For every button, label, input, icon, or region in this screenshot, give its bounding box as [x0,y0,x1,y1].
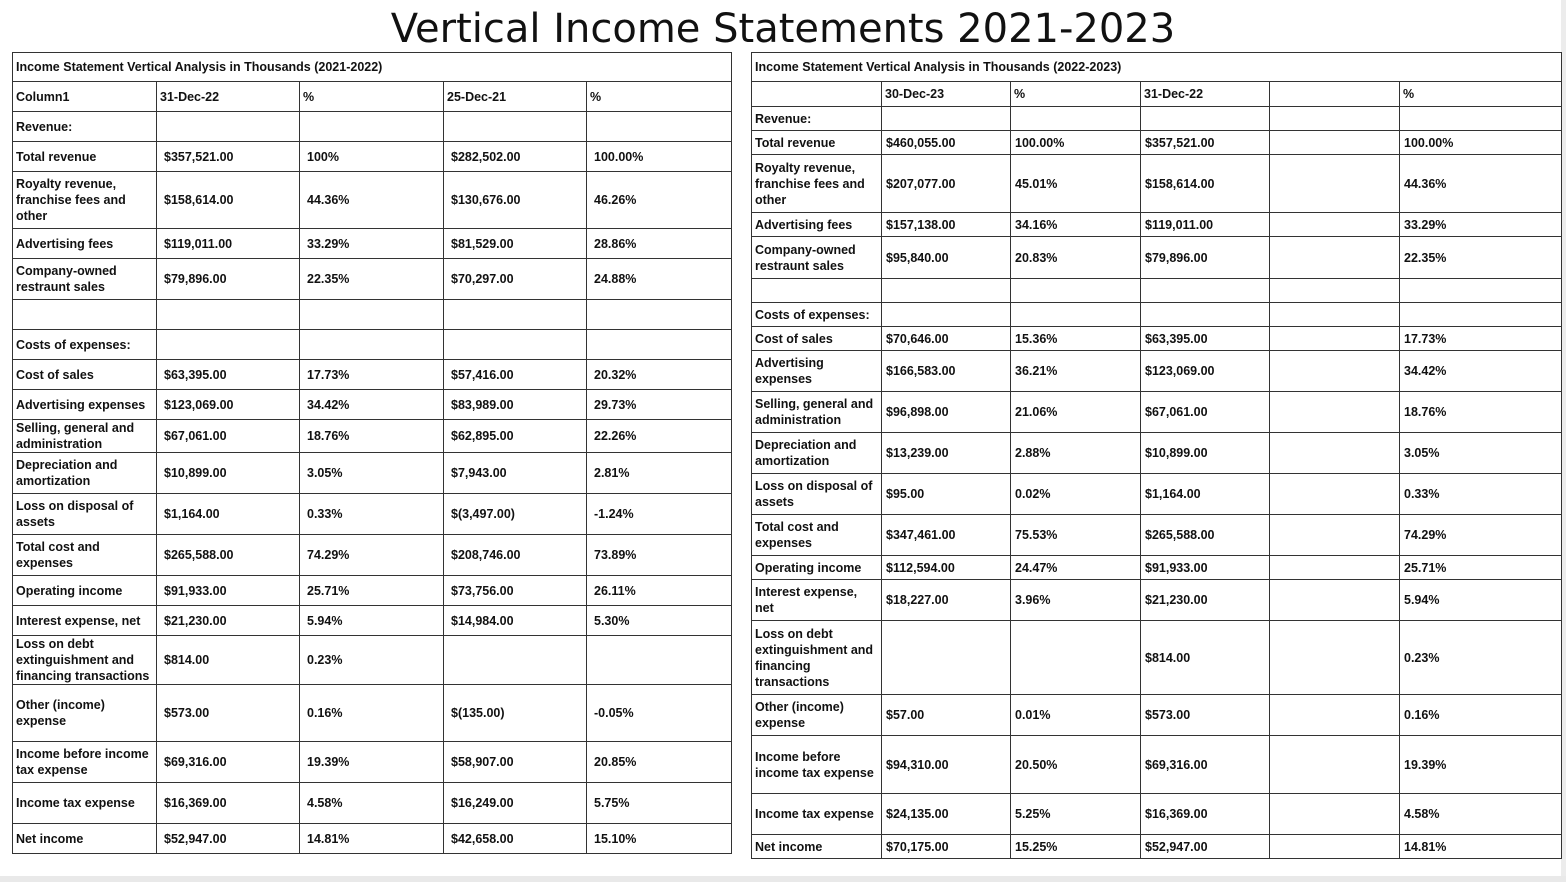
column-header [1270,82,1400,107]
dec-22-percent-cell: 5.94% [1400,580,1562,621]
line-item-cell: Advertising expenses [752,351,882,392]
dec-21-percent-cell: 28.86% [587,229,732,259]
dec-21-value-cell: $73,756.00 [444,576,587,606]
dec-23-percent-cell: 24.47% [1011,556,1141,580]
dec-22-percent-cell: 5.94% [300,606,444,636]
table-row [13,330,732,360]
dec-21-value-cell [444,112,587,142]
line-item-cell: Other (income) expense [752,695,882,736]
blank-cell [1270,695,1400,736]
dec-22-value-cell: $357,521.00 [157,142,300,172]
dec-23-value-cell [882,621,1011,695]
dec-21-percent-cell: 20.32% [587,360,732,390]
dec-22-value-cell: $1,164.00 [1141,474,1270,515]
dec-21-percent-cell [587,300,732,330]
dec-22-value-cell: $91,933.00 [157,576,300,606]
dec-23-value-cell: $96,898.00 [882,392,1011,433]
dec-22-value-cell: $158,614.00 [157,172,300,229]
blank-cell [1270,515,1400,556]
dec-23-percent-cell: 0.01% [1011,695,1141,736]
dec-21-value-cell: $57,416.00 [444,360,587,390]
dec-22-value-cell: $10,899.00 [157,453,300,494]
blank-cell [1270,213,1400,237]
header-row [752,82,1562,107]
blank-cell [1270,580,1400,621]
line-item-cell: Loss on debt extinguishment and financing transactions [13,636,157,685]
table-row [752,515,1562,556]
column-header: % [1400,82,1562,107]
dec-21-percent-cell: -0.05% [587,685,732,742]
dec-22-percent-cell: 14.81% [1400,835,1562,859]
blank-cell [1270,433,1400,474]
dec-21-value-cell: $(3,497.00) [444,494,587,535]
dec-22-value-cell: $357,521.00 [1141,131,1270,155]
dec-23-value-cell: $70,175.00 [882,835,1011,859]
dec-22-value-cell: $10,899.00 [1141,433,1270,474]
dec-22-percent-cell: 18.76% [300,420,444,453]
caption-row [13,53,732,82]
dec-21-percent-cell: 29.73% [587,390,732,420]
line-item-cell [13,300,157,330]
dec-22-percent-cell [1400,279,1562,303]
dec-21-value-cell: $208,746.00 [444,535,587,576]
table-row [13,606,732,636]
dec-22-percent-cell [300,112,444,142]
dec-23-percent-cell: 75.53% [1011,515,1141,556]
dec-22-value-cell: $573.00 [1141,695,1270,736]
dec-22-value-cell: $119,011.00 [157,229,300,259]
line-item-cell: Loss on debt extinguishment and financing transactions [752,621,882,695]
blank-cell [1270,835,1400,859]
bottom-border-strip [0,876,1566,882]
dec-21-value-cell: $282,502.00 [444,142,587,172]
table-row [752,107,1562,131]
line-item-cell: Loss on disposal of assets [13,494,157,535]
dec-21-percent-cell: 24.88% [587,259,732,300]
dec-21-value-cell: $7,943.00 [444,453,587,494]
table-row [752,279,1562,303]
line-item-cell: Income before income tax expense [752,736,882,794]
blank-cell [1270,621,1400,695]
dec-22-percent-cell: 4.58% [300,783,444,824]
dec-23-percent-cell: 5.25% [1011,794,1141,835]
dec-22-percent-cell: 3.05% [1400,433,1562,474]
dec-21-percent-cell: 5.75% [587,783,732,824]
dec-22-value-cell [157,330,300,360]
dec-22-value-cell: $91,933.00 [1141,556,1270,580]
dec-23-value-cell: $95,840.00 [882,237,1011,279]
dec-21-percent-cell [587,636,732,685]
dec-21-value-cell: $14,984.00 [444,606,587,636]
dec-22-percent-cell: 44.36% [300,172,444,229]
dec-22-percent-cell [1400,107,1562,131]
blank-cell [1270,556,1400,580]
dec-22-value-cell: $814.00 [1141,621,1270,695]
dec-22-percent-cell: 17.73% [1400,327,1562,351]
line-item-cell: Total cost and expenses [752,515,882,556]
dec-23-value-cell: $460,055.00 [882,131,1011,155]
dec-22-percent-cell: 22.35% [300,259,444,300]
dec-22-value-cell: $63,395.00 [1141,327,1270,351]
dec-23-percent-cell: 36.21% [1011,351,1141,392]
table-row [13,636,732,685]
dec-22-value-cell: $69,316.00 [1141,736,1270,794]
dec-22-percent-cell: 4.58% [1400,794,1562,835]
table-row [752,237,1562,279]
dec-22-percent-cell: 33.29% [300,229,444,259]
dec-23-percent-cell: 100.00% [1011,131,1141,155]
column-header: 25-Dec-21 [444,82,587,112]
table-row [13,494,732,535]
line-item-cell: Company-owned restraunt sales [752,237,882,279]
table-row [13,390,732,420]
line-item-cell: Company-owned restraunt sales [13,259,157,300]
table-row [752,736,1562,794]
blank-cell [1270,474,1400,515]
line-item-cell: Royalty revenue, franchise fees and other [752,155,882,213]
dec-22-value-cell: $16,369.00 [157,783,300,824]
dec-21-percent-cell: 20.85% [587,742,732,783]
dec-22-percent-cell: 22.35% [1400,237,1562,279]
dec-23-percent-cell: 20.83% [1011,237,1141,279]
line-item-cell: Cost of sales [752,327,882,351]
dec-22-percent-cell: 0.23% [1400,621,1562,695]
dec-22-value-cell [157,112,300,142]
blank-cell [1270,303,1400,327]
dec-23-percent-cell: 34.16% [1011,213,1141,237]
table-row [13,783,732,824]
dec-21-percent-cell: 5.30% [587,606,732,636]
table-caption: Income Statement Vertical Analysis in Thousands (2021-2022) [13,53,732,82]
dec-23-value-cell: $70,646.00 [882,327,1011,351]
line-item-cell: Depreciation and amortization [752,433,882,474]
table-row [13,142,732,172]
dec-22-value-cell: $119,011.00 [1141,213,1270,237]
table-row [13,112,732,142]
line-item-cell: Revenue: [13,112,157,142]
dec-22-percent-cell: 0.33% [300,494,444,535]
line-item-cell: Interest expense, net [752,580,882,621]
table-row [752,695,1562,736]
dec-21-value-cell: $130,676.00 [444,172,587,229]
dec-22-percent-cell: 100.00% [1400,131,1562,155]
dec-21-percent-cell: 22.26% [587,420,732,453]
table-row [752,213,1562,237]
dec-22-value-cell [1141,107,1270,131]
line-item-cell: Royalty revenue, franchise fees and other [13,172,157,229]
table-row [752,155,1562,213]
dec-22-value-cell [157,300,300,330]
dec-21-value-cell [444,300,587,330]
column-header: 31-Dec-22 [157,82,300,112]
dec-21-percent-cell [587,112,732,142]
header-row [13,82,732,112]
line-item-cell: Operating income [752,556,882,580]
dec-22-value-cell [1141,303,1270,327]
dec-21-percent-cell: 73.89% [587,535,732,576]
table-caption: Income Statement Vertical Analysis in Thousands (2022-2023) [752,53,1562,82]
table-row [752,621,1562,695]
table-row [752,433,1562,474]
income-table-2021-2022 [12,52,732,854]
dec-23-percent-cell: 45.01% [1011,155,1141,213]
line-item-cell: Total cost and expenses [13,535,157,576]
dec-22-value-cell: $158,614.00 [1141,155,1270,213]
table-row [752,580,1562,621]
dec-21-value-cell: $42,658.00 [444,824,587,854]
dec-22-percent-cell: 25.71% [1400,556,1562,580]
dec-22-value-cell: $52,947.00 [1141,835,1270,859]
table-row [13,535,732,576]
line-item-cell: Loss on disposal of assets [752,474,882,515]
dec-23-value-cell: $112,594.00 [882,556,1011,580]
dec-21-percent-cell: 15.10% [587,824,732,854]
line-item-cell: Selling, general and administration [752,392,882,433]
dec-22-percent-cell: 33.29% [1400,213,1562,237]
dec-21-percent-cell: -1.24% [587,494,732,535]
line-item-cell: Selling, general and administration [13,420,157,453]
dec-23-value-cell: $24,135.00 [882,794,1011,835]
dec-22-percent-cell: 74.29% [300,535,444,576]
line-item-cell: Total revenue [13,142,157,172]
dec-22-value-cell: $21,230.00 [157,606,300,636]
dec-22-value-cell: $21,230.00 [1141,580,1270,621]
column-header: % [587,82,732,112]
table-row [13,420,732,453]
dec-22-value-cell: $16,369.00 [1141,794,1270,835]
line-item-cell: Revenue: [752,107,882,131]
dec-21-value-cell: $83,989.00 [444,390,587,420]
income-table-2022-2023 [751,52,1562,859]
dec-22-value-cell: $123,069.00 [1141,351,1270,392]
dec-22-value-cell: $69,316.00 [157,742,300,783]
dec-22-percent-cell: 19.39% [1400,736,1562,794]
dec-23-value-cell: $166,583.00 [882,351,1011,392]
table-row [752,392,1562,433]
column-header: Column1 [13,82,157,112]
dec-21-value-cell: $62,895.00 [444,420,587,453]
dec-23-value-cell: $347,461.00 [882,515,1011,556]
blank-cell [1270,279,1400,303]
line-item-cell: Costs of expenses: [752,303,882,327]
table-row [752,556,1562,580]
dec-21-value-cell: $58,907.00 [444,742,587,783]
table-row [13,576,732,606]
dec-22-percent-cell [300,300,444,330]
column-header: % [1011,82,1141,107]
blank-cell [1270,392,1400,433]
table-row [752,303,1562,327]
dec-22-percent-cell: 34.42% [1400,351,1562,392]
dec-22-percent-cell: 19.39% [300,742,444,783]
dec-22-value-cell: $79,896.00 [1141,237,1270,279]
dec-21-percent-cell: 46.26% [587,172,732,229]
dec-22-percent-cell: 74.29% [1400,515,1562,556]
column-header [752,82,882,107]
table-row [752,794,1562,835]
dec-22-percent-cell: 18.76% [1400,392,1562,433]
blank-cell [1270,327,1400,351]
dec-21-value-cell: $(135.00) [444,685,587,742]
table-row [13,685,732,742]
dec-23-value-cell [882,303,1011,327]
column-header: 30-Dec-23 [882,82,1011,107]
line-item-cell: Depreciation and amortization [13,453,157,494]
blank-cell [1270,351,1400,392]
column-header: 31-Dec-22 [1141,82,1270,107]
line-item-cell: Net income [752,835,882,859]
table-row [13,259,732,300]
table-row [13,229,732,259]
blank-cell [1270,107,1400,131]
dec-23-value-cell: $157,138.00 [882,213,1011,237]
dec-22-value-cell: $67,061.00 [157,420,300,453]
table-row [13,453,732,494]
line-item-cell: Net income [13,824,157,854]
dec-23-percent-cell: 20.50% [1011,736,1141,794]
dec-22-value-cell: $265,588.00 [1141,515,1270,556]
dec-22-percent-cell: 0.16% [300,685,444,742]
dec-23-value-cell: $207,077.00 [882,155,1011,213]
dec-22-percent-cell: 17.73% [300,360,444,390]
dec-22-percent-cell: 25.71% [300,576,444,606]
dec-23-percent-cell [1011,279,1141,303]
line-item-cell: Cost of sales [13,360,157,390]
dec-23-percent-cell: 15.25% [1011,835,1141,859]
table-row [752,327,1562,351]
dec-22-percent-cell [1400,303,1562,327]
dec-21-percent-cell [587,330,732,360]
dec-22-value-cell: $814.00 [157,636,300,685]
dec-21-percent-cell: 100.00% [587,142,732,172]
dec-21-percent-cell: 26.11% [587,576,732,606]
caption-row [752,53,1562,82]
dec-23-value-cell: $95.00 [882,474,1011,515]
table-row [13,742,732,783]
dec-23-value-cell: $94,310.00 [882,736,1011,794]
dec-22-percent-cell [300,330,444,360]
dec-21-value-cell: $70,297.00 [444,259,587,300]
dec-23-value-cell [882,279,1011,303]
dec-23-percent-cell: 21.06% [1011,392,1141,433]
dec-21-percent-cell: 2.81% [587,453,732,494]
blank-cell [1270,736,1400,794]
dec-23-percent-cell [1011,303,1141,327]
blank-cell [1270,237,1400,279]
blank-cell [1270,131,1400,155]
line-item-cell: Advertising fees [752,213,882,237]
table-row [752,351,1562,392]
dec-22-percent-cell: 3.05% [300,453,444,494]
line-item-cell: Income tax expense [13,783,157,824]
dec-23-value-cell: $18,227.00 [882,580,1011,621]
dec-22-percent-cell: 100% [300,142,444,172]
dec-22-value-cell: $123,069.00 [157,390,300,420]
table-row [13,824,732,854]
dec-22-value-cell: $63,395.00 [157,360,300,390]
dec-23-value-cell: $57.00 [882,695,1011,736]
blank-cell [1270,794,1400,835]
table-row [13,300,732,330]
line-item-cell: Advertising fees [13,229,157,259]
dec-22-value-cell: $52,947.00 [157,824,300,854]
dec-22-value-cell: $573.00 [157,685,300,742]
dec-22-percent-cell: 0.33% [1400,474,1562,515]
column-header: % [300,82,444,112]
dec-22-percent-cell: 44.36% [1400,155,1562,213]
line-item-cell: Advertising expenses [13,390,157,420]
line-item-cell: Income tax expense [752,794,882,835]
line-item-cell: Operating income [13,576,157,606]
line-item-cell: Total revenue [752,131,882,155]
dec-22-value-cell: $79,896.00 [157,259,300,300]
line-item-cell: Interest expense, net [13,606,157,636]
table-row [752,474,1562,515]
table-row [752,835,1562,859]
dec-22-value-cell: $1,164.00 [157,494,300,535]
dec-23-percent-cell [1011,107,1141,131]
line-item-cell [752,279,882,303]
dec-23-percent-cell: 2.88% [1011,433,1141,474]
dec-22-value-cell: $67,061.00 [1141,392,1270,433]
dec-21-value-cell [444,636,587,685]
dec-23-value-cell: $13,239.00 [882,433,1011,474]
table-row [13,360,732,390]
dec-23-percent-cell: 3.96% [1011,580,1141,621]
line-item-cell: Costs of expenses: [13,330,157,360]
blank-cell [1270,155,1400,213]
dec-23-percent-cell: 0.02% [1011,474,1141,515]
dec-22-percent-cell: 34.42% [300,390,444,420]
dec-23-percent-cell: 15.36% [1011,327,1141,351]
dec-22-value-cell: $265,588.00 [157,535,300,576]
dec-21-value-cell: $81,529.00 [444,229,587,259]
dec-23-percent-cell [1011,621,1141,695]
dec-22-percent-cell: 0.23% [300,636,444,685]
table-row [13,172,732,229]
dec-21-value-cell: $16,249.00 [444,783,587,824]
table-row [752,131,1562,155]
dec-22-percent-cell: 14.81% [300,824,444,854]
dec-23-value-cell [882,107,1011,131]
dec-22-value-cell [1141,279,1270,303]
page-title: Vertical Income Statements 2021-2023 [390,6,1176,52]
dec-21-value-cell [444,330,587,360]
dec-22-percent-cell: 0.16% [1400,695,1562,736]
line-item-cell: Income before income tax expense [13,742,157,783]
line-item-cell: Other (income) expense [13,685,157,742]
